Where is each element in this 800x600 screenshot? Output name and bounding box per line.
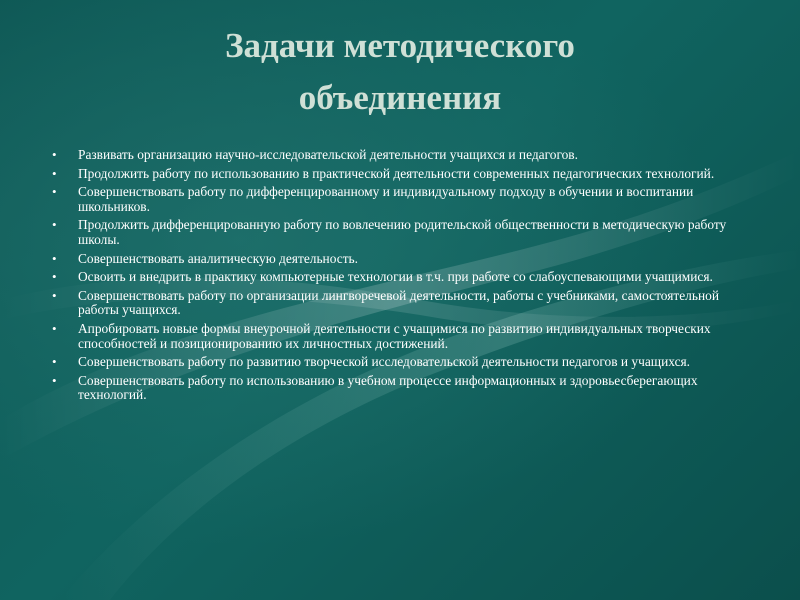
list-item: • Освоить и внедрить в практику компьютерные технологии в т.ч. при работе со слабоуспевающими учащимися. — [52, 270, 760, 285]
list-item: • Совершенствовать работу по организации лингворечевой деятельности, работы с учебниками, самостоятельной работы учащихся. — [52, 289, 760, 318]
list-item: • Совершенствовать работу по развитию творческой исследовательской деятельности педагогов и учащихся. — [52, 355, 760, 370]
list-item: • Продолжить работу по использованию в практической деятельности современных педагогических технологий. — [52, 167, 760, 182]
bullet-list — [52, 148, 760, 407]
list-item: • Продолжить дифференцированную работу по вовлечению родительской общественности в методическую работу школы. — [52, 218, 760, 247]
list-item: • Развивать организацию научно-исследовательской деятельности учащихся и педагогов. — [52, 148, 760, 163]
list-item: • Апробировать новые формы внеурочной деятельности с учащимися по развитию индивидуальных творческих способностей и позиционированию их личностных достижений. — [52, 322, 760, 351]
title-line-2: объединения — [298, 78, 502, 117]
list-item: • Совершенствовать работу по использованию в учебном процессе информационных и здоровьесберегающих технологий. — [52, 374, 760, 403]
list-item: • Совершенствовать работу по дифференцированному и индивидуальному подходу в обучении и воспитании школьников. — [52, 185, 760, 214]
slide-title — [0, 20, 800, 124]
list-item: • Совершенствовать аналитическую деятельность. — [52, 252, 760, 267]
title-line-1: Задачи методического — [225, 26, 575, 65]
